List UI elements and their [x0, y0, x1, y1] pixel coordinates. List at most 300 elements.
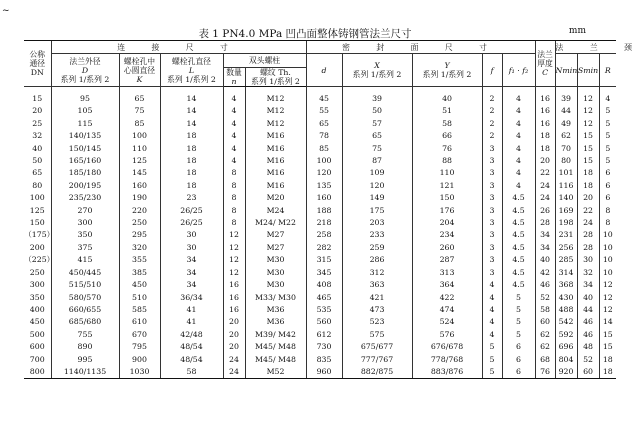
table-header: [24, 41, 644, 87]
cell-K: 75: [119, 105, 160, 117]
cell-N: 49: [555, 118, 577, 130]
table-row: [24, 304, 616, 316]
cell-d: 55: [306, 105, 342, 117]
cell-dn: 600: [29, 342, 45, 352]
cell-Y: 88: [412, 155, 482, 167]
cell-S: 15: [577, 143, 599, 155]
cell-th: M20: [245, 192, 306, 204]
header-X: X 系列 1/系列 2: [342, 54, 412, 87]
cell-Y: 524: [412, 316, 482, 328]
cell-d: 408: [306, 279, 342, 291]
cell-Y: 121: [412, 180, 482, 192]
cell-S: 12: [577, 118, 599, 130]
cell-L: 23: [160, 192, 223, 204]
cell-D: 580/570: [51, 292, 119, 304]
cell-C: 60: [535, 316, 555, 328]
cell-Y: 883/876: [412, 366, 482, 379]
table-row: [24, 354, 616, 366]
cell-th: M16: [245, 167, 306, 179]
cell-X: 259: [342, 242, 412, 254]
cell-d: 120: [306, 167, 342, 179]
header-D: 法兰外径 D 系列 1/系列 2: [51, 54, 119, 87]
cell-S: 12: [577, 93, 599, 105]
cell-C: 24: [535, 192, 555, 204]
cell-L: 41: [160, 316, 223, 328]
cell-R: 6: [599, 192, 616, 204]
cell-L: 14: [160, 93, 223, 105]
cell-d: 135: [306, 180, 342, 192]
cell-f12: 4.5: [502, 279, 535, 291]
cell-dn: 100: [29, 193, 45, 203]
cell-f12: 6: [502, 366, 535, 379]
cell-n: 16: [223, 279, 245, 291]
table-row: [24, 155, 616, 167]
cell-D: 515/510: [51, 279, 119, 291]
table-row: [24, 93, 616, 105]
cell-d: 65: [306, 118, 342, 130]
cell-n: 4: [223, 118, 245, 130]
cell-N: 198: [555, 217, 577, 229]
cell-D: 415: [51, 254, 119, 266]
cell-n: 4: [223, 155, 245, 167]
cell-f: 4: [482, 329, 502, 341]
cell-f12: 4.5: [502, 242, 535, 254]
cell-d: 730: [306, 341, 342, 353]
cell-L: 18: [160, 143, 223, 155]
cell-th: M16: [245, 155, 306, 167]
cell-f: 3: [482, 155, 502, 167]
cell-R: 10: [599, 242, 616, 254]
cell-C: 28: [535, 217, 555, 229]
cell-X: 882/875: [342, 366, 412, 379]
cell-C: 26: [535, 205, 555, 217]
cell-D: 95: [51, 93, 119, 105]
cell-R: 15: [599, 341, 616, 353]
cell-R: 6: [599, 180, 616, 192]
cell-dn: 200: [29, 242, 45, 252]
cell-n: 8: [223, 217, 245, 229]
cell-f12: 4: [502, 130, 535, 142]
cell-X: 39: [342, 93, 412, 105]
cell-C: 16: [535, 93, 555, 105]
cell-d: 835: [306, 354, 342, 366]
cell-N: 488: [555, 304, 577, 316]
cell-f: 2: [482, 105, 502, 117]
cell-S: 15: [577, 155, 599, 167]
cell-d: 612: [306, 329, 342, 341]
cell-C: 40: [535, 254, 555, 266]
cell-n: 8: [223, 180, 245, 192]
cell-K: 100: [119, 130, 160, 142]
cell-K: 160: [119, 180, 160, 192]
cell-K: 900: [119, 354, 160, 366]
cell-N: 70: [555, 143, 577, 155]
cell-f12: 4.5: [502, 254, 535, 266]
cell-dn: 80: [32, 180, 43, 190]
cell-f: 2: [482, 118, 502, 130]
cell-X: 109: [342, 167, 412, 179]
cell-L: 14: [160, 118, 223, 130]
cell-D: 200/195: [51, 180, 119, 192]
cell-Y: 66: [412, 130, 482, 142]
cell-n: 8: [223, 167, 245, 179]
cell-d: 100: [306, 155, 342, 167]
cell-D: 450/445: [51, 267, 119, 279]
cell-D: 1140/1135: [51, 366, 119, 379]
cell-S: 20: [577, 192, 599, 204]
cell-f12: 4.5: [502, 217, 535, 229]
cell-Y: 51: [412, 105, 482, 117]
header-C: 法兰 厚度 C: [535, 41, 555, 87]
cell-th: M45/ M48: [245, 354, 306, 366]
table-row: [24, 242, 616, 254]
cell-Y: 313: [412, 267, 482, 279]
cell-K: 795: [119, 341, 160, 353]
cell-d: 188: [306, 205, 342, 217]
cell-R: 10: [599, 267, 616, 279]
cell-n: 16: [223, 292, 245, 304]
cell-dn: 150: [29, 218, 45, 228]
cell-n: 4: [223, 130, 245, 142]
cell-th: M16: [245, 180, 306, 192]
cell-N: 39: [555, 93, 577, 105]
cell-S: 28: [577, 229, 599, 241]
cell-C: 52: [535, 292, 555, 304]
flange-dimension-table: [24, 40, 644, 379]
cell-D: 150/145: [51, 143, 119, 155]
cell-f12: 6: [502, 354, 535, 366]
cell-n: 8: [223, 205, 245, 217]
cell-X: 87: [342, 155, 412, 167]
cell-th: M39/ M42: [245, 329, 306, 341]
cell-D: 105: [51, 105, 119, 117]
cell-dn: 15: [32, 94, 43, 103]
cell-D: 115: [51, 118, 119, 130]
cell-Y: 576: [412, 329, 482, 341]
cell-K: 110: [119, 143, 160, 155]
cell-K: 585: [119, 304, 160, 316]
header-th: 螺纹 Th. 系列 1/系列 2: [245, 68, 306, 87]
cell-S: 34: [577, 279, 599, 291]
cell-X: 233: [342, 229, 412, 241]
cell-th: M36: [245, 316, 306, 328]
cell-n: 12: [223, 254, 245, 266]
cell-X: 473: [342, 304, 412, 316]
header-bolt-group: 双头螺柱: [223, 54, 306, 68]
cell-th: M12: [245, 118, 306, 130]
cell-R: 10: [599, 254, 616, 266]
header-group-sealing: 密 封 面 尺 寸: [306, 41, 535, 54]
table-row: [24, 205, 616, 217]
cell-th: M30: [245, 279, 306, 291]
cell-S: 52: [577, 354, 599, 366]
cell-dn: 40: [32, 143, 43, 153]
cell-Y: 422: [412, 292, 482, 304]
cell-f: 3: [482, 229, 502, 241]
cell-X: 57: [342, 118, 412, 130]
header-d: d: [306, 54, 342, 87]
cell-dn: 32: [32, 131, 43, 141]
cell-th: M12: [245, 105, 306, 117]
cell-f12: 5: [502, 316, 535, 328]
cell-N: 696: [555, 341, 577, 353]
header-n: 数量 n: [223, 68, 245, 87]
table-row: [24, 143, 616, 155]
table-row: [24, 217, 616, 229]
cell-X: 575: [342, 329, 412, 341]
table-row: [24, 118, 616, 130]
cell-L: 30: [160, 242, 223, 254]
cell-N: 231: [555, 229, 577, 241]
cell-f12: 5: [502, 292, 535, 304]
cell-N: 314: [555, 267, 577, 279]
cell-n: 24: [223, 366, 245, 379]
header-L: 螺栓孔直径 L 系列 1/系列 2: [160, 54, 223, 87]
cell-L: 30: [160, 229, 223, 241]
cell-n: 20: [223, 316, 245, 328]
cell-S: 30: [577, 254, 599, 266]
cell-n: 20: [223, 329, 245, 341]
cell-Y: 58: [412, 118, 482, 130]
cell-d: 160: [306, 192, 342, 204]
cell-Y: 76: [412, 143, 482, 155]
cell-th: M12: [245, 93, 306, 105]
cell-d: 258: [306, 229, 342, 241]
cell-K: 670: [119, 329, 160, 341]
table-row: [24, 180, 616, 192]
cell-N: 592: [555, 329, 577, 341]
cell-N: 542: [555, 316, 577, 328]
cell-L: 18: [160, 130, 223, 142]
cell-N: 116: [555, 180, 577, 192]
cell-Y: 676/678: [412, 341, 482, 353]
cell-D: 375: [51, 242, 119, 254]
cell-D: 685/680: [51, 316, 119, 328]
cell-th: M27: [245, 242, 306, 254]
cell-f: 5: [482, 354, 502, 366]
cell-X: 75: [342, 143, 412, 155]
cell-X: 149: [342, 192, 412, 204]
cell-R: 12: [599, 304, 616, 316]
cell-D: 755: [51, 329, 119, 341]
flange-dimension-table-container: [24, 40, 644, 379]
cell-Y: 474: [412, 304, 482, 316]
cell-f12: 4.5: [502, 267, 535, 279]
cell-Y: 778/768: [412, 354, 482, 366]
cell-n: 12: [223, 242, 245, 254]
cell-K: 65: [119, 93, 160, 105]
cell-R: 8: [599, 205, 616, 217]
cell-C: 16: [535, 105, 555, 117]
cell-dn: 65: [32, 168, 43, 178]
cell-X: 175: [342, 205, 412, 217]
cell-f: 3: [482, 180, 502, 192]
header-S: Smin: [577, 54, 599, 87]
table-row: [24, 130, 616, 142]
table-body: [24, 87, 616, 379]
cell-f12: 4.5: [502, 192, 535, 204]
cell-L: 42/48: [160, 329, 223, 341]
cell-L: 18: [160, 167, 223, 179]
cell-dn: 350: [29, 292, 45, 302]
header-Y: Y 系列 1/系列 2: [412, 54, 482, 87]
cell-D: 140/135: [51, 130, 119, 142]
cell-n: 4: [223, 143, 245, 155]
cell-Y: 40: [412, 93, 482, 105]
cell-S: 40: [577, 292, 599, 304]
cell-S: 24: [577, 217, 599, 229]
cell-C: 18: [535, 143, 555, 155]
cell-dn: 450: [29, 317, 45, 327]
cell-f: 3: [482, 143, 502, 155]
cell-R: 12: [599, 292, 616, 304]
cell-N: 285: [555, 254, 577, 266]
cell-Y: 234: [412, 229, 482, 241]
cell-d: 315: [306, 254, 342, 266]
cell-Y: 176: [412, 205, 482, 217]
table-row: [24, 316, 616, 328]
cell-f12: 4: [502, 180, 535, 192]
cell-X: 286: [342, 254, 412, 266]
cell-f: 4: [482, 316, 502, 328]
cell-K: 145: [119, 167, 160, 179]
cell-X: 421: [342, 292, 412, 304]
cell-d: 282: [306, 242, 342, 254]
cell-C: 18: [535, 130, 555, 142]
cell-K: 85: [119, 118, 160, 130]
cell-th: M30: [245, 267, 306, 279]
cell-dn: 300: [29, 280, 45, 290]
cell-f12: 4.5: [502, 205, 535, 217]
unit-label: mm: [568, 26, 586, 36]
cell-N: 256: [555, 242, 577, 254]
cell-f: 4: [482, 279, 502, 291]
cell-K: 610: [119, 316, 160, 328]
header-K: 螺栓孔中 心圆直径 K: [119, 54, 160, 87]
cell-C: 16: [535, 118, 555, 130]
cell-S: 46: [577, 329, 599, 341]
cell-X: 777/767: [342, 354, 412, 366]
cell-th: M45/ M48: [245, 341, 306, 353]
cell-K: 190: [119, 192, 160, 204]
cell-n: 4: [223, 93, 245, 105]
cell-C: 68: [535, 354, 555, 366]
cell-C: 58: [535, 304, 555, 316]
cell-S: 18: [577, 180, 599, 192]
cell-K: 295: [119, 229, 160, 241]
cell-R: 14: [599, 316, 616, 328]
cell-f: 3: [482, 205, 502, 217]
header-R: R: [599, 54, 616, 87]
cell-C: 22: [535, 167, 555, 179]
cell-L: 34: [160, 254, 223, 266]
cell-th: M33/ M30: [245, 292, 306, 304]
cell-th: M24: [245, 205, 306, 217]
cell-f12: 4: [502, 93, 535, 105]
cell-f: 3: [482, 242, 502, 254]
cell-S: 15: [577, 130, 599, 142]
cell-X: 363: [342, 279, 412, 291]
cell-d: 345: [306, 267, 342, 279]
table-row: [24, 341, 616, 353]
cell-D: 890: [51, 341, 119, 353]
cell-f: 2: [482, 93, 502, 105]
cell-dn: 125: [29, 205, 45, 215]
cell-C: 34: [535, 229, 555, 241]
cell-dn: （225）: [24, 255, 55, 265]
cell-L: 18: [160, 180, 223, 192]
cell-X: 312: [342, 267, 412, 279]
cell-L: 26/25: [160, 217, 223, 229]
table-row: [24, 366, 616, 379]
cell-K: 355: [119, 254, 160, 266]
cell-f: 3: [482, 192, 502, 204]
header-group-neck: 法 兰 颈: [555, 42, 644, 52]
cell-R: 12: [599, 279, 616, 291]
corner-mark: ~: [2, 6, 10, 16]
cell-n: 4: [223, 105, 245, 117]
cell-n: 8: [223, 192, 245, 204]
cell-dn: 50: [32, 156, 43, 166]
cell-d: 45: [306, 93, 342, 105]
cell-d: 560: [306, 316, 342, 328]
cell-S: 12: [577, 105, 599, 117]
cell-R: 5: [599, 155, 616, 167]
cell-dn: （175）: [24, 230, 55, 240]
cell-R: 18: [599, 354, 616, 366]
cell-d: 960: [306, 366, 342, 379]
cell-f12: 4: [502, 155, 535, 167]
cell-f: 5: [482, 366, 502, 379]
cell-S: 44: [577, 304, 599, 316]
cell-th: M16: [245, 143, 306, 155]
cell-Y: 150: [412, 192, 482, 204]
cell-N: 62: [555, 130, 577, 142]
cell-f: 3: [482, 267, 502, 279]
cell-R: 5: [599, 105, 616, 117]
header-N: Nmin: [555, 54, 577, 87]
cell-C: 62: [535, 329, 555, 341]
table-row: [24, 329, 616, 341]
cell-d: 465: [306, 292, 342, 304]
cell-K: 125: [119, 155, 160, 167]
cell-L: 34: [160, 279, 223, 291]
cell-C: 42: [535, 267, 555, 279]
cell-f12: 4: [502, 143, 535, 155]
cell-C: 24: [535, 180, 555, 192]
cell-Y: 364: [412, 279, 482, 291]
cell-f12: 4: [502, 118, 535, 130]
table-row: [24, 192, 616, 204]
cell-L: 36/34: [160, 292, 223, 304]
cell-f: 5: [482, 341, 502, 353]
cell-R: 15: [599, 329, 616, 341]
cell-C: 76: [535, 366, 555, 379]
cell-K: 1030: [119, 366, 160, 379]
table-row: [24, 292, 616, 304]
cell-N: 430: [555, 292, 577, 304]
cell-f12: 4.5: [502, 229, 535, 241]
cell-L: 48/54: [160, 341, 223, 353]
header-group-connection: 连 接 尺 寸: [51, 41, 306, 54]
cell-K: 250: [119, 217, 160, 229]
cell-X: 120: [342, 180, 412, 192]
cell-L: 34: [160, 267, 223, 279]
cell-d: 78: [306, 130, 342, 142]
cell-K: 450: [119, 279, 160, 291]
cell-N: 44: [555, 105, 577, 117]
cell-N: 140: [555, 192, 577, 204]
